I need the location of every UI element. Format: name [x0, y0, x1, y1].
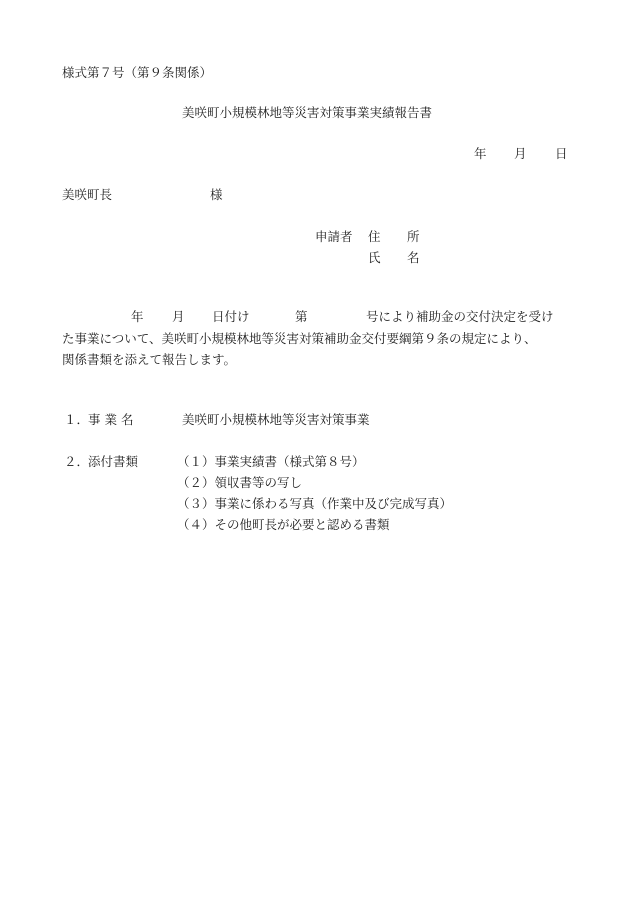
- attachment-item: （４）その他町長が必要と認める書類: [177, 517, 390, 532]
- applicant-label: 申請者: [315, 229, 353, 244]
- item-2-label: 添付書類: [88, 454, 139, 469]
- body-day-label: 日付け: [212, 309, 250, 324]
- document-title: 美咲町小規模林地等災害対策事業実績報告書: [182, 105, 433, 120]
- attachment-item: （３）事業に係わる写真（作業中及び完成写真）: [177, 496, 453, 511]
- item-1-label: 事 業 名: [88, 412, 134, 427]
- body-month-label: 月: [172, 309, 185, 324]
- date-day-label: 日: [555, 146, 568, 161]
- item-2-number: ２．: [64, 454, 90, 469]
- body-line2: た事業について、美咲町小規模林地等災害対策補助金交付要綱第９条の規定により、: [62, 331, 537, 346]
- address-label-2: 所: [407, 229, 420, 244]
- name-label-1: 氏: [368, 250, 381, 265]
- date-month-label: 月: [514, 146, 527, 161]
- body-year-label: 年: [131, 309, 144, 324]
- address-label-1: 住: [368, 229, 381, 244]
- addressee-name: 美咲町長: [62, 187, 113, 202]
- body-number-prefix: 第: [295, 309, 308, 324]
- attachment-item: （１）事業実績書（様式第８号）: [177, 454, 365, 469]
- addressee-honorific: 様: [210, 187, 223, 202]
- body-line3: 関係書類を添えて報告します。: [62, 352, 237, 367]
- item-1-number: １．: [64, 412, 90, 427]
- item-1-value: 美咲町小規模林地等災害対策事業: [182, 412, 370, 427]
- date-year-label: 年: [474, 146, 487, 161]
- body-line1-rest: 号により補助金の交付決定を受け: [366, 309, 554, 324]
- name-label-2: 名: [407, 250, 420, 265]
- form-number-label: 様式第７号（第９条関係）: [62, 65, 213, 80]
- attachment-item: （２）領収書等の写し: [177, 475, 303, 490]
